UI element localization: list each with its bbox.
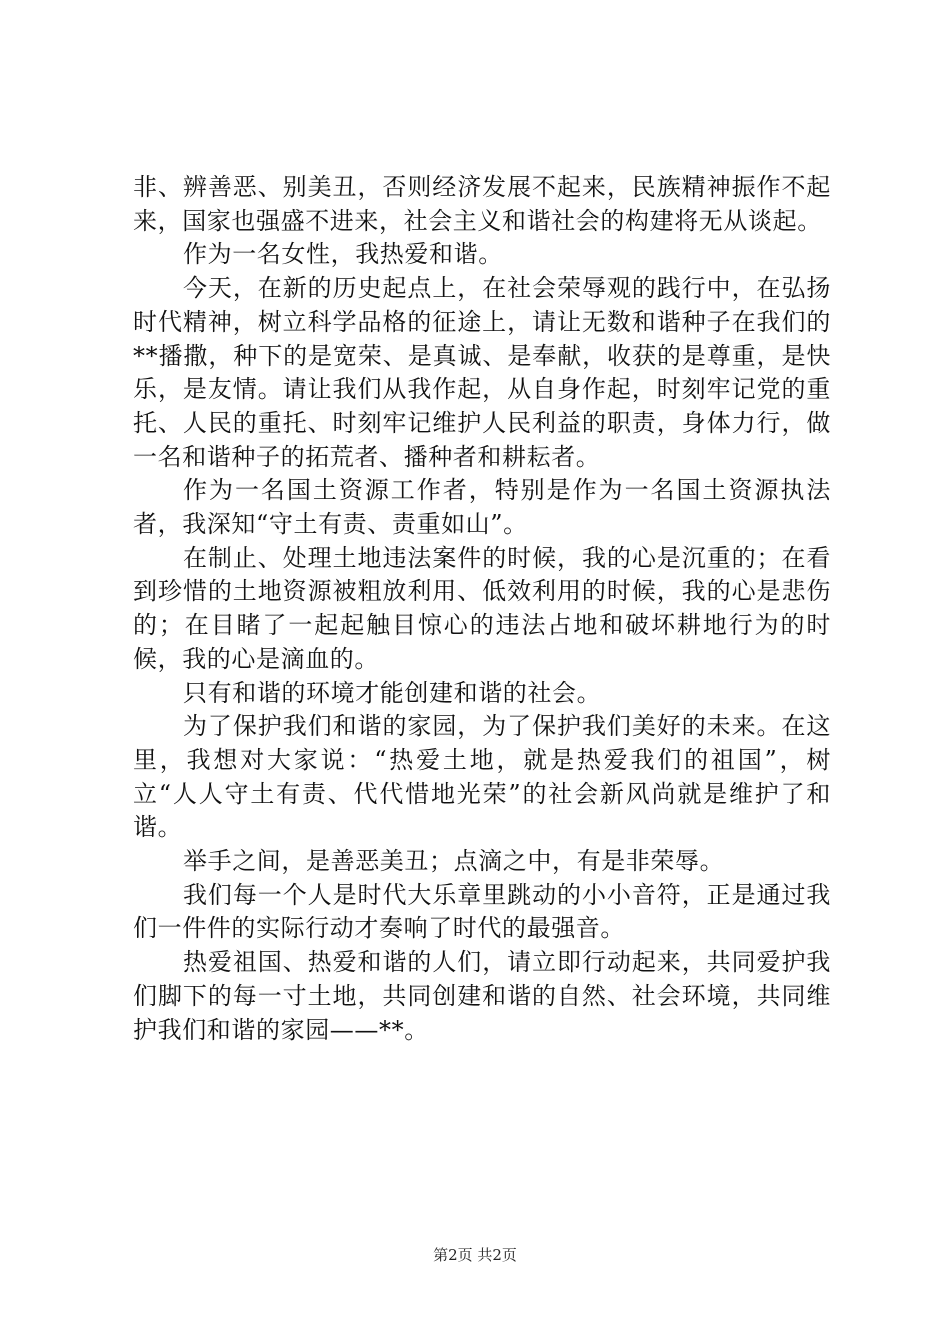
paragraph-7: 为了保护我们和谐的家园，为了保护我们美好的未来。在这里，我想对大家说：“热爱土地，就是热爱我们的祖国”，树立“人人守土有责、代代惜地光荣”的社会新风尚就是维护了和谐。 [133, 712, 831, 842]
document-body [133, 171, 831, 1047]
paragraph-3: 今天，在新的历史起点上，在社会荣辱观的践行中，在弘扬时代精神，树立科学品格的征途上，请让无数和谐种子在我们的**播撒，种下的是宽荣、是真诚、是奉献，收获的是尊重，是快乐，是友情。请让我们从我作起，从自身作起，时刻牢记党的重托、人民的重托、时刻牢记维护人民利益的职责，身体力行，做一名和谐种子的拓荒者、播种者和耕耘者。 [133, 274, 831, 471]
page-number-label: 第2页 共2页 [433, 1246, 517, 1264]
paragraph-1: 非、辨善恶、别美丑，否则经济发展不起来，民族精神振作不起来，国家也强盛不进来，社会主义和谐社会的构建将无从谈起。 [133, 173, 831, 235]
paragraph-10: 热爱祖国、热爱和谐的人们，请立即行动起来，共同爱护我们脚下的每一寸土地，共同创建和谐的自然、社会环境，共同维护我们和谐的家园——**。 [133, 948, 831, 1044]
paragraph-5: 在制止、处理土地违法案件的时候，我的心是沉重的；在看到珍惜的土地资源被粗放利用、低效利用的时候，我的心是悲伤的；在目睹了一起起触目惊心的违法占地和破坏耕地行为的时候，我的心是滴血的。 [133, 543, 831, 673]
page-footer [0, 1244, 950, 1265]
paragraph-2: 作为一名女性，我热爱和谐。 [183, 240, 503, 269]
paragraph-6: 只有和谐的环境才能创建和谐的社会。 [183, 678, 602, 707]
paragraph-8: 举手之间，是善恶美丑；点滴之中，有是非荣辱。 [183, 847, 725, 876]
paragraph-4: 作为一名国土资源工作者，特别是作为一名国土资源执法者，我深知“守土有责、责重如山”。 [133, 476, 831, 539]
paragraph-9: 我们每一个人是时代大乐章里跳动的小小音符，正是通过我们一件件的实际行动才奏响了时代的最强音。 [133, 880, 831, 943]
